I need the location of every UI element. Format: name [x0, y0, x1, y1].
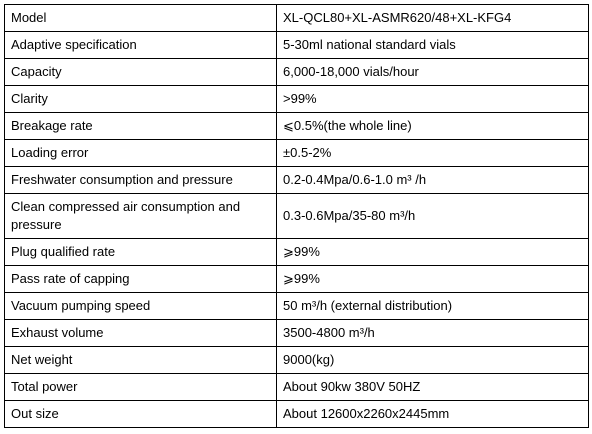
value-cell: ⩽0.5%(the whole line): [277, 113, 589, 140]
parameter-cell: Model: [5, 5, 277, 32]
value-cell: 50 m³/h (external distribution): [277, 293, 589, 320]
value-cell: 9000(kg): [277, 347, 589, 374]
table-row: [5, 194, 589, 239]
value-cell: 0.3-0.6Mpa/35-80 m³/h: [277, 194, 589, 239]
value-cell: About 90kw 380V 50HZ: [277, 374, 589, 401]
parameter-cell: Total power: [5, 374, 277, 401]
table-row: [5, 32, 589, 59]
parameter-cell: Net weight: [5, 347, 277, 374]
value-cell: ⩾99%: [277, 239, 589, 266]
table-row: [5, 59, 589, 86]
table-row: [5, 293, 589, 320]
table-row: [5, 374, 589, 401]
table-row: [5, 347, 589, 374]
table-row: [5, 401, 589, 428]
parameter-cell: Loading error: [5, 140, 277, 167]
parameter-cell: Capacity: [5, 59, 277, 86]
table-row: [5, 239, 589, 266]
specification-table: [4, 4, 589, 428]
value-cell: 5-30ml national standard vials: [277, 32, 589, 59]
parameter-cell: Clarity: [5, 86, 277, 113]
value-cell: ⩾99%: [277, 266, 589, 293]
parameter-cell: Exhaust volume: [5, 320, 277, 347]
parameter-cell: Clean compressed air consumption and pressure: [5, 194, 277, 239]
value-cell: ±0.5-2%: [277, 140, 589, 167]
parameter-cell: Out size: [5, 401, 277, 428]
parameter-cell: Breakage rate: [5, 113, 277, 140]
value-cell: >99%: [277, 86, 589, 113]
value-cell: About 12600x2260x2445mm: [277, 401, 589, 428]
table-row: [5, 86, 589, 113]
value-cell: 6,000-18,000 vials/hour: [277, 59, 589, 86]
table-row: [5, 167, 589, 194]
parameter-cell: Pass rate of capping: [5, 266, 277, 293]
table-row: [5, 140, 589, 167]
table-row: [5, 113, 589, 140]
value-cell: 3500-4800 m³/h: [277, 320, 589, 347]
table-row: [5, 266, 589, 293]
parameter-cell: Freshwater consumption and pressure: [5, 167, 277, 194]
value-cell: XL-QCL80+XL-ASMR620/48+XL-KFG4: [277, 5, 589, 32]
table-row: [5, 320, 589, 347]
table-row: [5, 5, 589, 32]
parameter-cell: Adaptive specification: [5, 32, 277, 59]
parameter-cell: Vacuum pumping speed: [5, 293, 277, 320]
value-cell: 0.2-0.4Mpa/0.6-1.0 m³ /h: [277, 167, 589, 194]
parameter-cell: Plug qualified rate: [5, 239, 277, 266]
